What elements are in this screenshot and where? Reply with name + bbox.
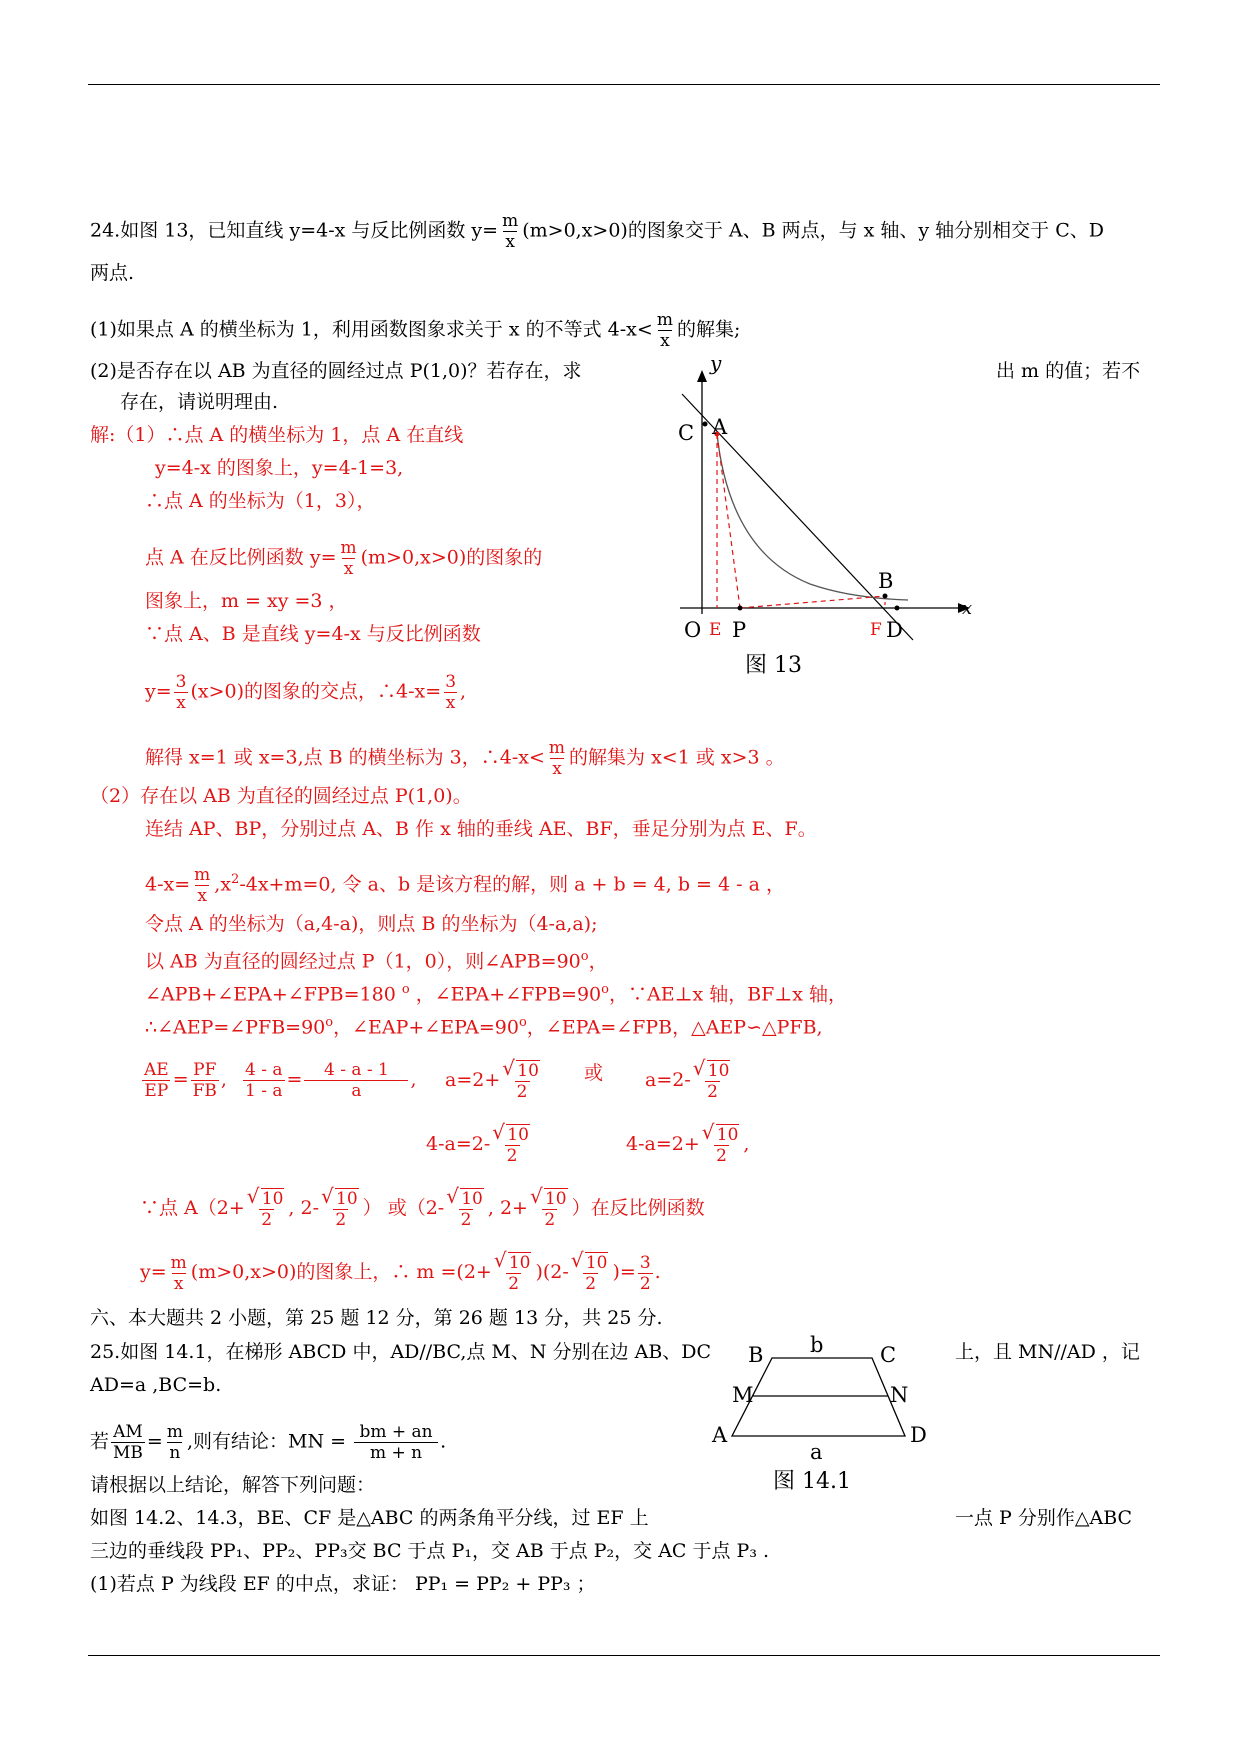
label-B: B: [748, 1343, 764, 1367]
q24-line1: 24.如图 13，已知直线 y=4-x 与反比例函数 y= $\frac{m}{x}$ (m>0,x>0)的图象交于 A、B 两点，与 x 轴、y 轴分别相交于 C、D: [90, 211, 1104, 252]
figure-14-1: [700, 1322, 940, 1502]
q25-line7: (1)若点 P 为线段 EF 的中点，求证： PP₁ = PP₂ + PP₃ ；: [90, 1573, 596, 1595]
q25-line6: 三边的垂线段 PP₁、PP₂、PP₃交 BC 于点 P₁，交 AB 于点 P₂，交 AC 于点 P₃ .: [90, 1540, 770, 1562]
sol-line6: ∵点 A、B 是直线 y=4-x 与反比例函数: [145, 623, 481, 645]
point-D: [895, 606, 900, 611]
label-O: O: [684, 618, 702, 642]
label-F: F: [870, 620, 882, 640]
bottom-rule: [88, 1655, 1160, 1656]
figure-14-1-caption: 图 14.1: [773, 1469, 851, 1494]
ratio-equation: $\frac{AE}{EP}$ = $\frac{PF}{FB}$ , $\frac{4 - a}{1 - a}$ = $\frac{4 - a - 1}{a}$ ,: [144, 1060, 417, 1101]
point-B: [883, 594, 888, 599]
label-D: D: [910, 1423, 927, 1447]
sol-line3: ∴点 A 的坐标为（1，3），: [145, 490, 376, 512]
root-a2: a=2- √ $\frac{10}{2}$: [645, 1060, 734, 1102]
sol2-line3: 4-x= $\frac{m}{x}$ $,x^2-4x+m=0$, 令 a、b 是该方程的解，则 a + b = 4, b = 4 - a ，: [145, 865, 785, 906]
sol-line7: y= $\frac{3}{x}$ (x>0)的图象的交点，∴4-x= $\frac{3}{x}$ ,: [145, 672, 467, 713]
m-value: y= $\frac{m}{x}$ (m>0,x>0)的图象上，∴ m =(2+ √ $\frac{10}{2}$ )(2- √ $\frac{10}{2}$ )= $\frac{3}{2}$ .: [140, 1252, 661, 1294]
sol2-line1: （2）存在以 AB 为直径的圆经过点 P(1,0)。: [90, 785, 472, 807]
q24-line2: 两点.: [90, 262, 135, 284]
label-y: y: [710, 352, 722, 375]
root-a1: a=2+ √ $\frac{10}{2}$: [445, 1060, 544, 1102]
q24-part1: (1)如果点 A 的横坐标为 1，利用函数图象求关于 x 的不等式 4-x< $\frac{m}{x}$ 的解集;: [90, 310, 741, 351]
sol-line4: 点 A 在反比例函数 y= $\frac{m}{x}$ (m>0,x>0)的图象的: [145, 538, 543, 579]
label-D: D: [886, 618, 903, 642]
point-A-coords: ∵点 A（2+ √ $\frac{10}{2}$ , 2- √ $\frac{10}{2}$ ） 或（2- √ $\frac{10}{2}$ , 2+ √ $\frac{10}{2}$ ）在反比例函数: [140, 1188, 705, 1230]
label-E: E: [709, 620, 722, 640]
point-C: [703, 422, 708, 427]
label-M: M: [732, 1383, 754, 1407]
root-b2: 4-a=2+ √ $\frac{10}{2}$ ,: [626, 1124, 749, 1166]
label-P: P: [732, 618, 747, 642]
label-A: A: [712, 1423, 728, 1447]
sol-line8: 解得 x=1 或 x=3,点 B 的横坐标为 3，∴4-x< $\frac{m}{x}$ 的解集为 x<1 或 x>3 。: [145, 738, 785, 779]
or-word: 或: [584, 1062, 604, 1084]
point-P: [738, 606, 743, 611]
q25-line2: AD=a ,BC=b.: [90, 1374, 222, 1396]
q25-line5: 如图 14.2、14.3，BE、CF 是△ABC 的两条角平分线，过 EF 上: [90, 1507, 649, 1529]
sol2-line4: 令点 A 的坐标为（a,4-a)，则点 B 的坐标为（4-a,a);: [145, 913, 598, 935]
label-x: x: [962, 598, 973, 619]
q24-part2b: 出 m 的值；若不: [996, 360, 1141, 382]
label-A: A: [712, 415, 728, 439]
q25-line4: 请根据以上结论，解答下列问题：: [90, 1474, 376, 1496]
root-b1: 4-a=2- √ $\frac{10}{2}$: [426, 1124, 534, 1166]
y-axis-arrow: [697, 370, 707, 382]
q25-line5b: 一点 P 分别作△ABC: [955, 1507, 1133, 1529]
top-rule: [88, 84, 1160, 85]
figure-13-caption: 图 13: [745, 653, 802, 678]
sol2-line6: ∠APB+∠EPA+∠FPB=180 $^o$ ，$\angle EPA+\angle FPB=90^o$，∵AE⊥x 轴，BF⊥x 轴，: [145, 982, 847, 1006]
q25-line1: 25.如图 14.1，在梯形 ABCD 中，AD//BC,点 M、N 分别在边 AB、DC: [90, 1341, 712, 1363]
sol2-line7: $\therefore\angle AEP=\angle PFB=90^o$，$\angle EAP+\angle EPA=90^o$，∠EPA=∠FPB，△AEP∽△PFB,: [145, 1015, 823, 1039]
segment-PB: [740, 596, 885, 608]
q24-part2a: (2)是否存在以 AB 为直径的圆经过点 P(1,0)？若存在，求: [90, 360, 582, 382]
figure-13: [660, 352, 980, 682]
trapezoid-ABCD: [732, 1358, 905, 1436]
label-b: b: [810, 1333, 824, 1357]
q25-line3: 若 $\frac{AM}{MB}$ = $\frac{m}{n}$ ,则有结论：MN = $\frac{bm + an}{m + n}$ .: [90, 1422, 447, 1463]
sol2-line5: 以 AB 为直径的圆经过点 P（1，0），则$\angle APB=90^o$，: [145, 949, 608, 973]
q24-part2c: 存在，请说明理由.: [120, 391, 279, 413]
sol-line1: 解:（1）∴点 A 的横坐标为 1，点 A 在直线: [90, 424, 464, 446]
sol-line2: y=4-x 的图象上，y=4-1=3,: [155, 457, 404, 479]
label-N: N: [890, 1383, 909, 1407]
label-C: C: [880, 1343, 897, 1367]
section-6-header: 六、本大题共 2 小题，第 25 题 12 分，第 26 题 13 分，共 25 分.: [90, 1307, 663, 1329]
sol-line5: 图象上，m = xy =3 ，: [145, 590, 348, 612]
q25-line1b: 上，且 MN//AD ，记: [955, 1341, 1140, 1363]
sol2-line2: 连结 AP、BP，分别过点 A、B 作 x 轴的垂线 AE、BF，垂足分别为点 E、F。: [145, 818, 817, 840]
label-a: a: [810, 1440, 823, 1464]
label-C: C: [678, 421, 695, 445]
label-B: B: [878, 569, 894, 593]
